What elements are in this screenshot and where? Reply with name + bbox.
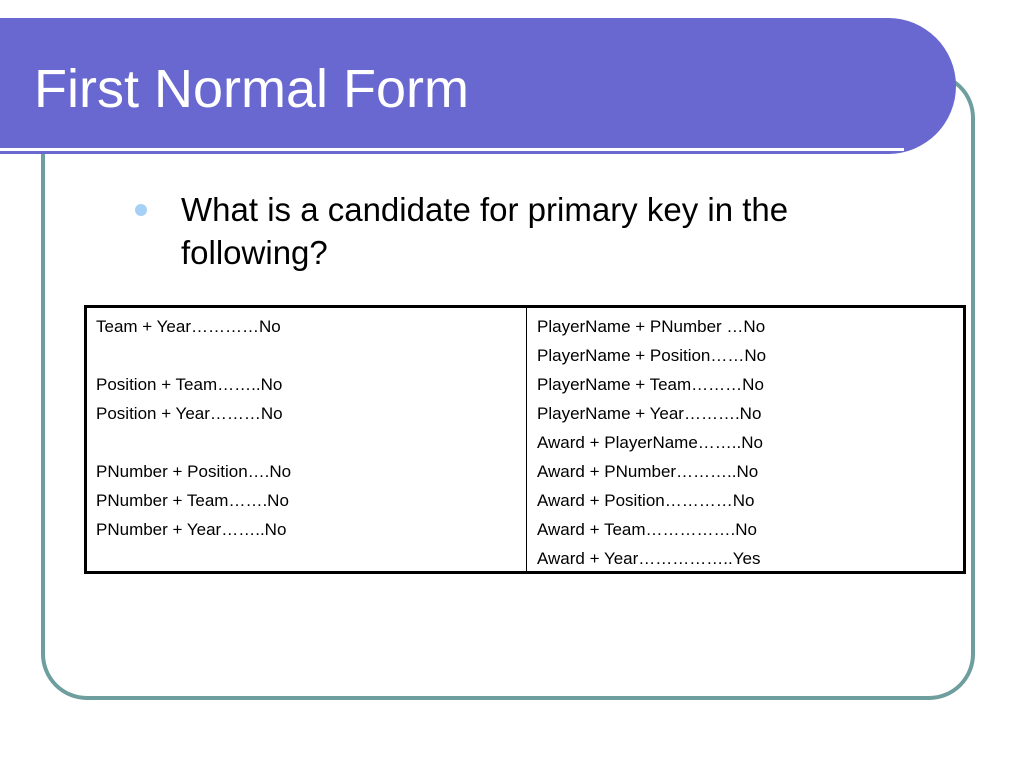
table-line: Position + Year………No — [96, 404, 283, 423]
table-line: Award + Year……………..Yes — [537, 549, 761, 568]
table-line: PlayerName + Year……….No — [537, 404, 762, 423]
table-line: Award + PNumber………..No — [537, 462, 759, 481]
table-line: PlayerName + Position……No — [537, 346, 767, 365]
title-underline — [0, 148, 904, 151]
table-line: Award + Team…………….No — [537, 520, 757, 539]
table-line: PNumber + Position….No — [96, 462, 292, 481]
table-line: Position + Team……..No — [96, 375, 283, 394]
table-line: PNumber + Year……..No — [96, 520, 287, 539]
table-line: Award + Position…………No — [537, 491, 755, 510]
table-line: Award + PlayerName……..No — [537, 433, 763, 452]
table-line: PlayerName + PNumber …No — [537, 317, 766, 336]
table-left-column — [87, 308, 527, 571]
table-line — [96, 433, 526, 462]
bullet-dot-icon — [135, 204, 147, 216]
slide-title: First Normal Form — [34, 59, 469, 119]
table-line: Team + Year…………No — [96, 317, 281, 336]
table-right-column — [527, 308, 963, 571]
table-line — [96, 346, 526, 375]
title-band — [0, 18, 956, 154]
table-line: PNumber + Team…….No — [96, 491, 289, 510]
table-line: PlayerName + Team………No — [537, 375, 764, 394]
candidate-key-table — [84, 305, 966, 574]
bullet-text: What is a candidate for primary key in the following? — [181, 191, 789, 271]
